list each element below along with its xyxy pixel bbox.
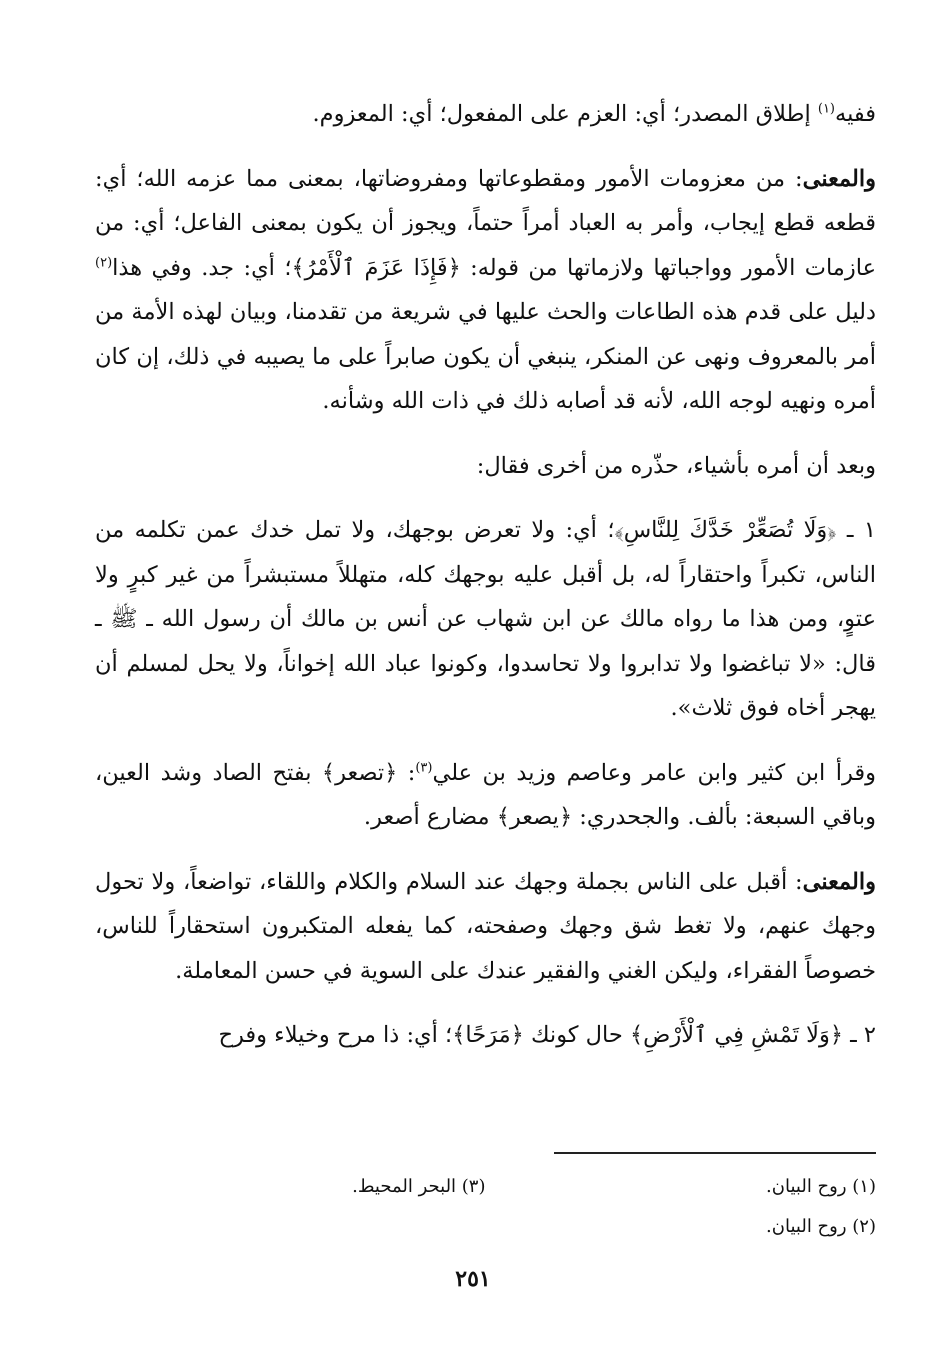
footnote-ref-3: (٣)	[415, 760, 433, 775]
footnote-ref-2: (٢)	[95, 255, 113, 270]
paragraph-4: ١ ـ ﴿وَلَا تُصَعِّرْ خَدَّكَ لِلنَّاسِ﴾؛ أي: ولا تعرض بوجهك، ولا تمل خدك عمن تكلمه من الناس، تكبراً واحتقاراً له، بل أقبل عليه بوجهك كله، متهللاً مستبشراً من غير كبرٍ ولا عتوٍ، ومن هذا ما رواه مالك عن ابن شهاب عن أنس بن مالك أن رسول الله ـ ﷺ ـ قال: «لا تباغضوا ولا تدابروا ولا تحاسدوا، وكونوا عباد الله إخواناً، ولا يحل لمسلم أن يهجر أخاه فوق ثلاث».	[95, 517, 876, 721]
paragraph-5-part-b: : ﴿تصعر﴾ بفتح الصاد وشد العين، وباقي السبعة: بألف. والجحدري: ﴿يصعر﴾ مضارع أصعر.	[95, 759, 876, 830]
paragraph-5-part-a: وقرأ ابن كثير وابن عامر وعاصم وزيد بن علي	[432, 759, 876, 786]
footnote-ref-1: (١)	[817, 101, 835, 117]
paragraph-3: وبعد أن أمره بأشياء، حذّره من أخرى فقال:	[476, 452, 876, 479]
paragraph-2-heading: والمعنى	[802, 165, 876, 192]
paragraph-6-heading: والمعنى	[802, 868, 876, 895]
paragraph-6-rest: : أقبل على الناس بجملة وجهك عند السلام والكلام واللقاء، تواضعاً، ولا تحول وجهك عنهم، ولا تغط شق وجهك وصفحته، كما يفعله المتكبرون استحقاراً للناس، خصوصاً الفقراء، وليكن الغني والفقير عندك على السوية في حسن المعاملة.	[95, 868, 876, 984]
paragraph-6	[95, 860, 876, 994]
paragraph-7: ٢ ـ ﴿وَلَا تَمْشِ فِي ٱلْأَرْضِ﴾ حال كونك ﴿مَرَحًا﴾؛ أي: ذا مرح وخيلاء وفرح	[218, 1022, 876, 1048]
footnotes-row-1	[95, 1167, 876, 1207]
footnote-1: (١) روح البيان.	[766, 1176, 876, 1197]
footnotes-row-2	[95, 1207, 876, 1247]
paragraph-1	[95, 92, 876, 137]
footnote-2: (٢) روح البيان.	[766, 1216, 876, 1237]
footnotes-block	[95, 1167, 876, 1247]
page-body	[95, 92, 876, 1058]
paragraph-1-rest: إطلاق المصدر؛ أي: العزم على المفعول؛ أي: المعزوم.	[312, 101, 818, 127]
paragraph-5	[95, 751, 876, 840]
footnote-divider	[554, 1152, 876, 1154]
paragraph-2-part-a: : من معزومات الأمور ومقطوعاتها ومفروضاتها، بمعنى مما عزمه الله؛ أي: قطعه قطع إيجاب، وأمر به العباد أمراً حتماً، ويجوز أن يكون بمعنى الفاعل؛ أي: من عازمات الأمور وواجباتها ولازماتها من قوله: ﴿فَإِذَا عَزَمَ ٱلْأَمْرُ﴾؛ أي: جد. وفي هذا	[95, 165, 876, 281]
paragraph-2	[95, 157, 876, 424]
paragraph-2-part-b: دليل على قدم هذه الطاعات والحث عليها في شريعة من تقدمنا، وبيان لهذه الأمة من أمر بالمعروف ونهى عن المنكر، ينبغي أن يكون صابراً على ما يصيبه في ذلك، إن كان أمره ونهيه لوجه الله، لأنه قد أصابه ذلك في ذات الله وشأنه.	[95, 299, 876, 414]
page-number: ٢٥١	[455, 1266, 491, 1292]
footnote-3: (٣) البحر المحيط.	[352, 1176, 486, 1197]
paragraph-1-start: ففيه	[835, 101, 876, 127]
